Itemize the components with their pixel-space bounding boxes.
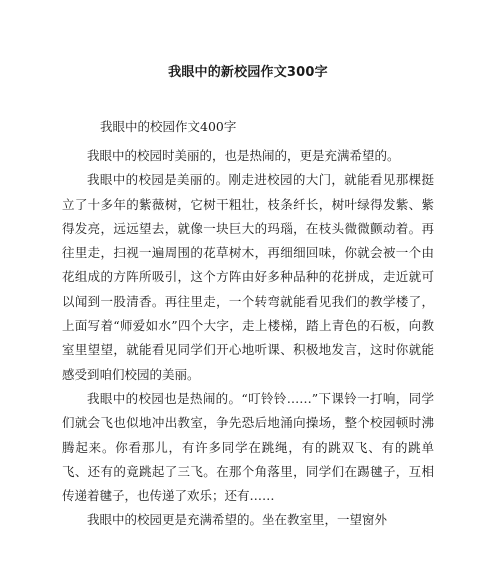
paragraph: 我眼中的校园也是热闹的。“叮铃铃……”下课铃一打响，同学们就会飞也似地冲出教室，争先恐后地涌向操场，整个校园顿时沸腾起来。你看那儿，有许多同学在跳绳，有的跳双飞、有的跳单飞、还有的竟跳起了三飞。在那个角落里，同学们在踢毽子，互相传递着毽子，也传递了欢乐；还有…… [62,390,434,504]
paragraph: 我眼中的校园更是充满希望的。坐在教室里，一望窗外 [87,512,388,528]
document-body [62,144,434,533]
paragraph: 我眼中的校园时美丽的，也是热闹的，更是充满希望的。 [87,148,400,163]
document-title: 我眼中的新校园作文300字 [168,65,328,80]
document-subtitle: 我眼中的校园作文400字 [100,119,237,134]
paragraph: 我眼中的校园是美丽的。刚走进校园的大门，就能看见那棵挺立了十多年的紫薇树，它树干粗壮，枝条纤长，树叶绿得发紫、紫得发亮，远远望去，就像一块巨大的玛瑙，在枝头微微颤动着。再往里走，扫视一遍周围的花草树木，再细细回味，你就会被一个由花组成的方阵所吸引，这个方阵由好多种品种的花拼成，走近就可以闻到一股清香。再往里走，一个转弯就能看见我们的教学楼了，上面写着“师爱如水”四个大字，走上楼梯，踏上青色的石板，向教室里望望，就能看见同学们开心地听课、积极地发言，这时你就能感受到咱们校园的美丽。 [62,172,434,382]
